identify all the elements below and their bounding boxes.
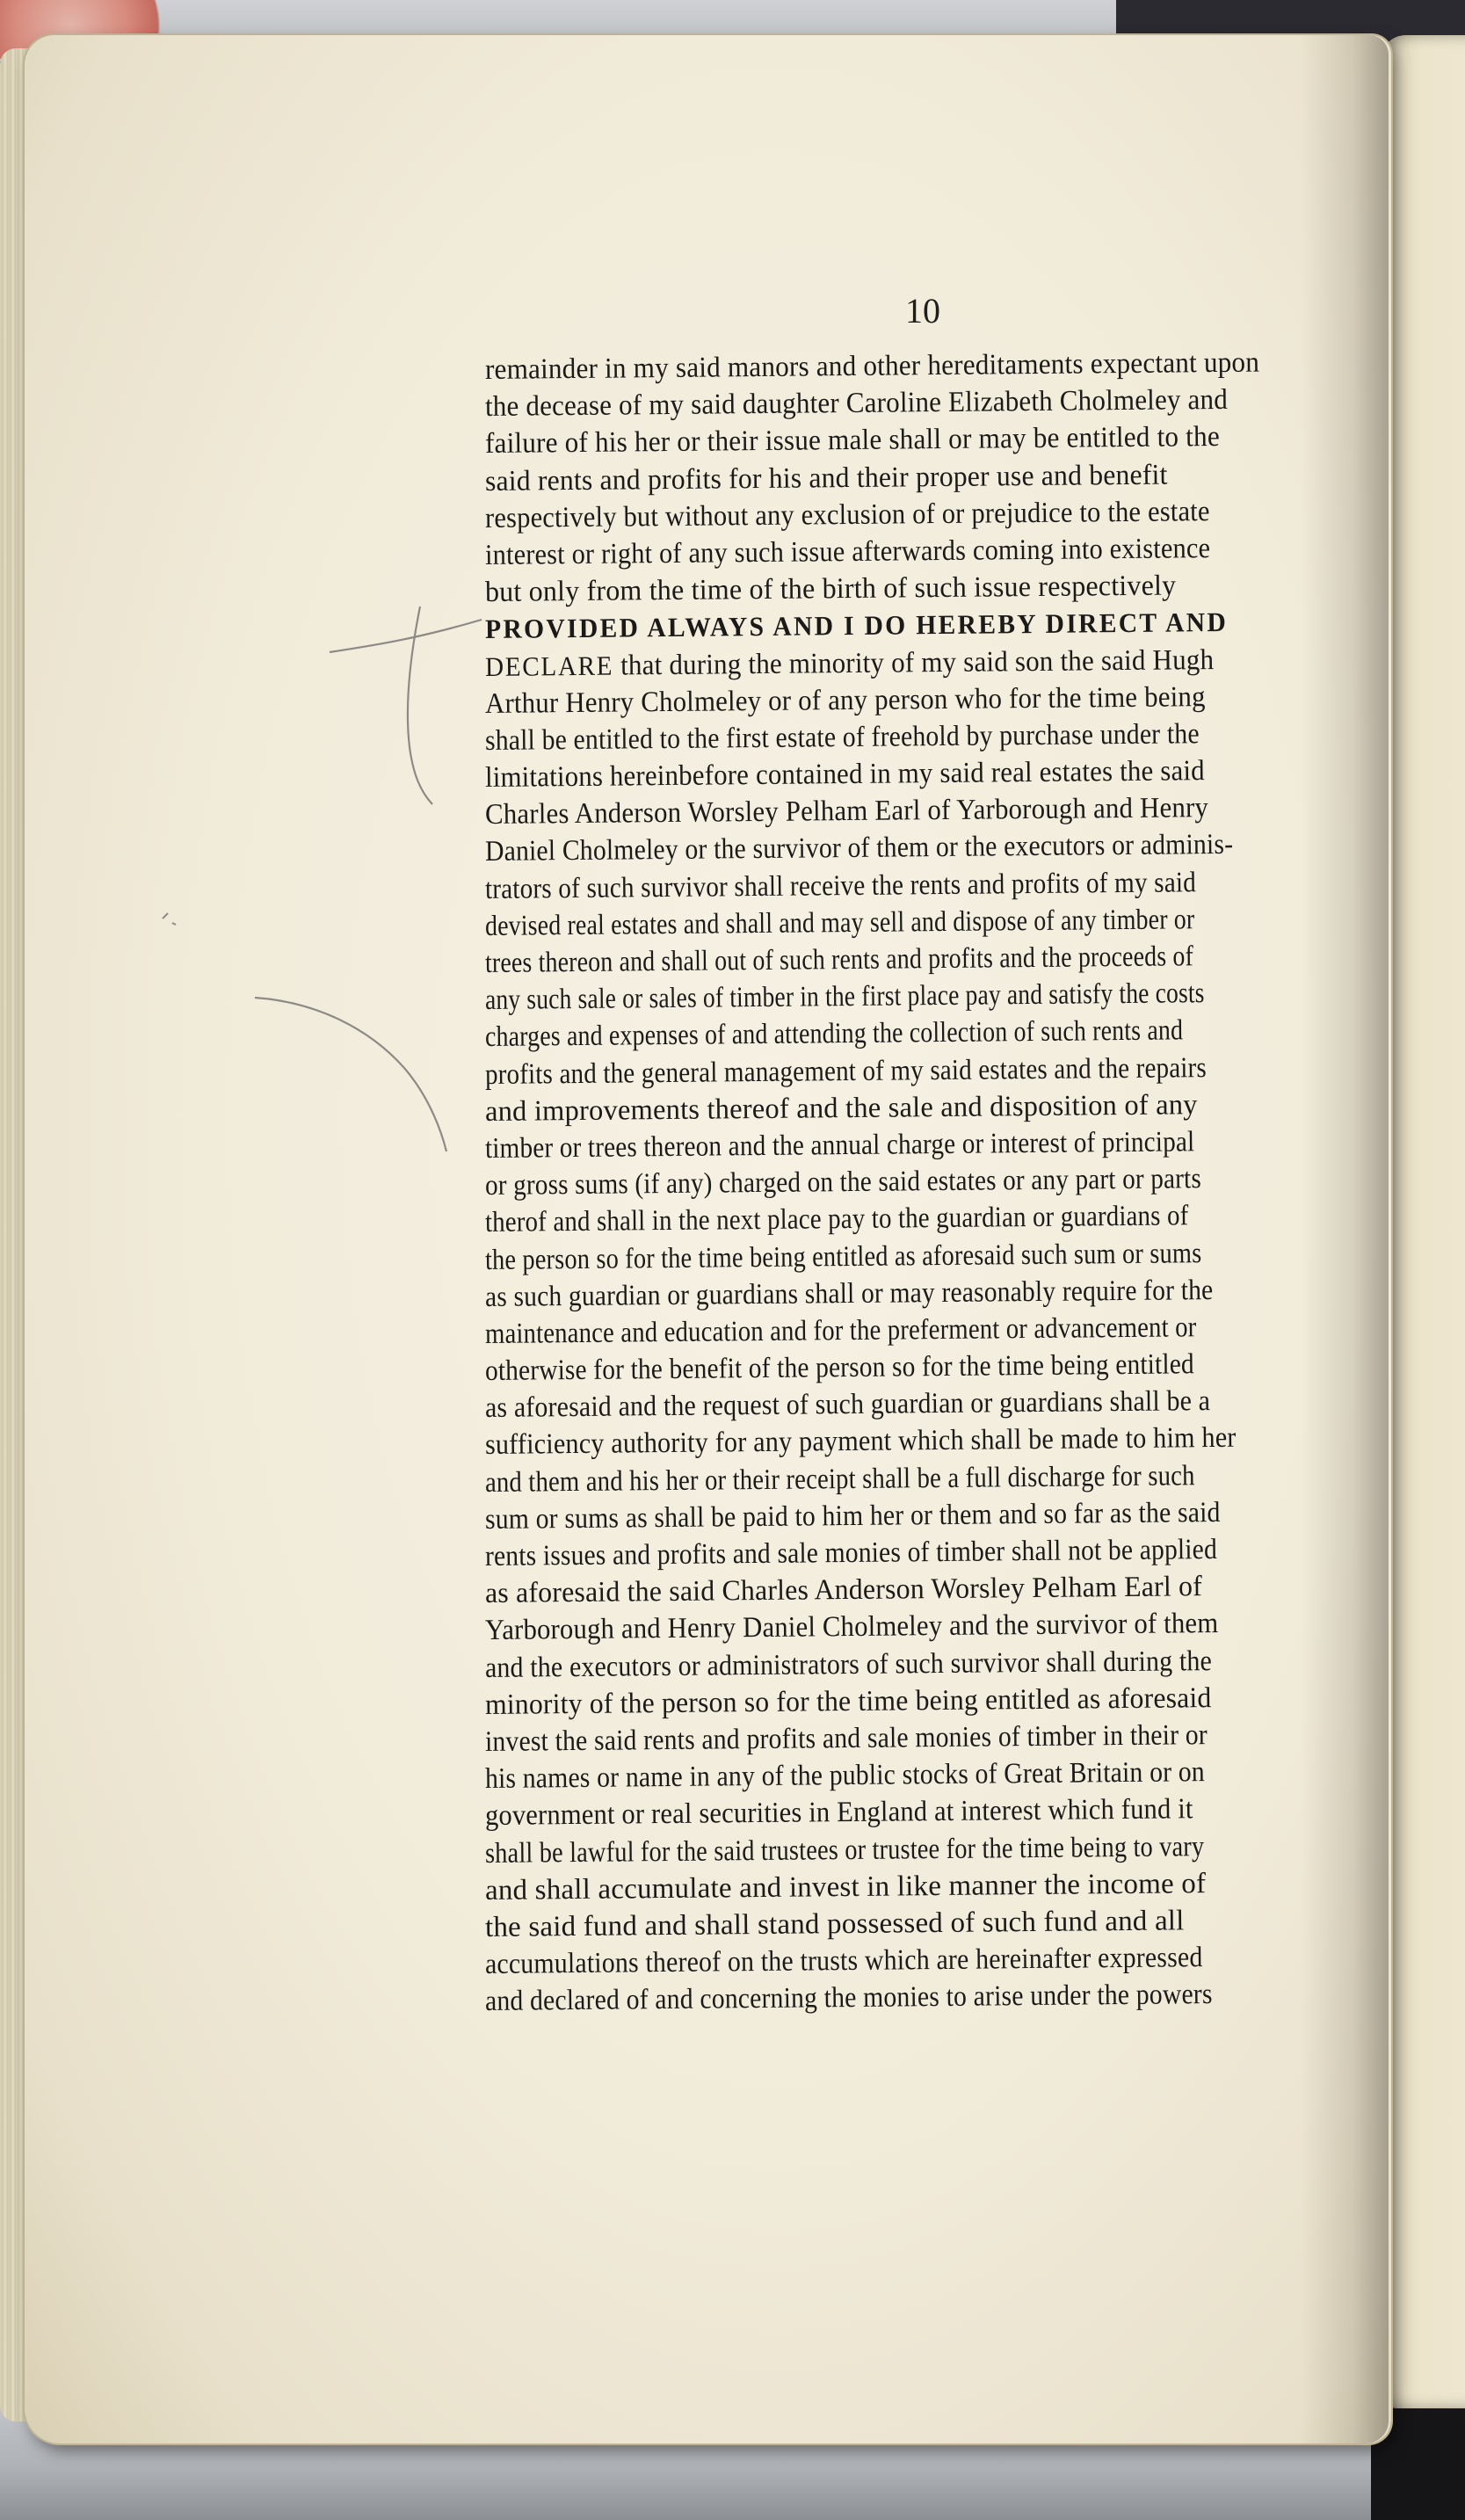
text-line: minority of the person so for the time being entitled as aforesaid [484,1681,1212,1721]
text-line: the decease of my said daughter Caroline Elizabeth Cholmeley and [484,384,1229,424]
declare-rest: that during the minority of my said son the said Hugh [620,643,1215,682]
text-line: but only from the time of the birth of such issue respectively [484,570,1177,609]
text-line: PROVIDED ALWAYS AND I DO HEREBY DIRECT AND [484,606,1229,645]
text-line: remainder in my said manors and other hereditaments expectant upon [484,346,1260,386]
text-line: shall be lawful for the said trustees or trustee for the time being to vary [484,1830,1205,1870]
text-line: said rents and profits for his and their proper use and benefit [484,459,1168,497]
text-line: and them and his her or their receipt shall be a full discharge for such [484,1459,1195,1499]
text-line: profits and the general management of my said estates and the repairs [484,1051,1208,1091]
text-line: rents issues and profits and sale monies of timber shall not be applied [484,1534,1218,1572]
text-line: maintenance and education and for the preferment or advancement or [484,1311,1197,1350]
text-line: accumulations thereof on the trusts which are hereinafter expressed [484,1942,1203,1981]
text-line: sufficiency authority for any payment which shall be made to him her [484,1422,1237,1462]
text-line: the said fund and shall stand possessed of such fund and all [484,1905,1185,1943]
text-line: invest the said rents and profits and sale monies of timber in their or [484,1719,1208,1758]
page-number: 10 [905,291,940,330]
text-line: Arthur Henry Cholmeley or of any person who for the time being [484,680,1206,720]
next-page-edge [1380,35,1465,2408]
text-line: and shall accumulate and invest in like manner the income of [484,1867,1207,1906]
text-line: charges and expenses of and attending the collection of such rents and [484,1014,1184,1054]
text-line: his names or name in any of the public stocks of Great Britain or on [484,1756,1206,1796]
text-line: devised real estates and shall and may sell and dispose of any timber or [484,904,1195,942]
text-line: shall be entitled to the first estate of freehold by purchase under the [484,718,1200,757]
text-line: interest or right of any such issue afterwards coming into existence [484,533,1211,571]
document-text [484,346,1364,2020]
text-line: sum or sums as shall be paid to him her or them and so far as the said [484,1496,1221,1536]
text-line: and improvements thereof and the sale and disposition of any [484,1088,1198,1128]
declare-caps: DECLARE [484,650,614,682]
text-line: respectively but without any exclusion of or prejudice to the estate [484,495,1210,534]
text-line: otherwise for the benefit of the person so for the time being entitled [484,1348,1194,1388]
text-line: and declared of and concerning the monies to arise under the powers [484,1979,1213,2018]
text-line: any such sale or sales of timber in the first place pay and satisfy the costs [484,977,1205,1017]
text-line: Charles Anderson Worsley Pelham Earl of Yarborough and Henry [484,792,1209,832]
text-line: timber or trees thereon and the annual charge or interest of principal [484,1126,1195,1165]
text-line: trators of such survivor shall receive the rents and profits of my said [484,866,1197,905]
text-line: trees thereon and shall out of such rents and profits and the proceeds of [484,940,1194,979]
text-line: therof and shall in the next place pay to the guardian or guardians of [484,1200,1189,1239]
text-line: as aforesaid and the request of such guardian or guardians shall be a [484,1385,1211,1425]
text-line: as such guardian or guardians shall or may reasonably require for the [484,1274,1214,1313]
text-line: Daniel Cholmeley or the survivor of them or the executors or adminis- [484,829,1234,868]
text-line: as aforesaid the said Charles Anderson Worsley Pelham Earl of [484,1571,1203,1610]
text-line: the person so for the time being entitled as aforesaid such sum or sums [484,1237,1202,1276]
text-line: Yarborough and Henry Daniel Cholmeley and the survivor of them [484,1608,1219,1647]
text-line: failure of his her or their issue male shall or may be entitled to the [484,421,1221,461]
text-line: and the executors or administrators of such survivor shall during the [484,1645,1213,1684]
text-line: government or real securities in England at interest which fund it [484,1793,1193,1833]
text-line: limitations hereinbefore contained in my said real estates the said [484,755,1205,795]
text-line: or gross sums (if any) charged on the said estates or any part or parts [484,1163,1202,1202]
